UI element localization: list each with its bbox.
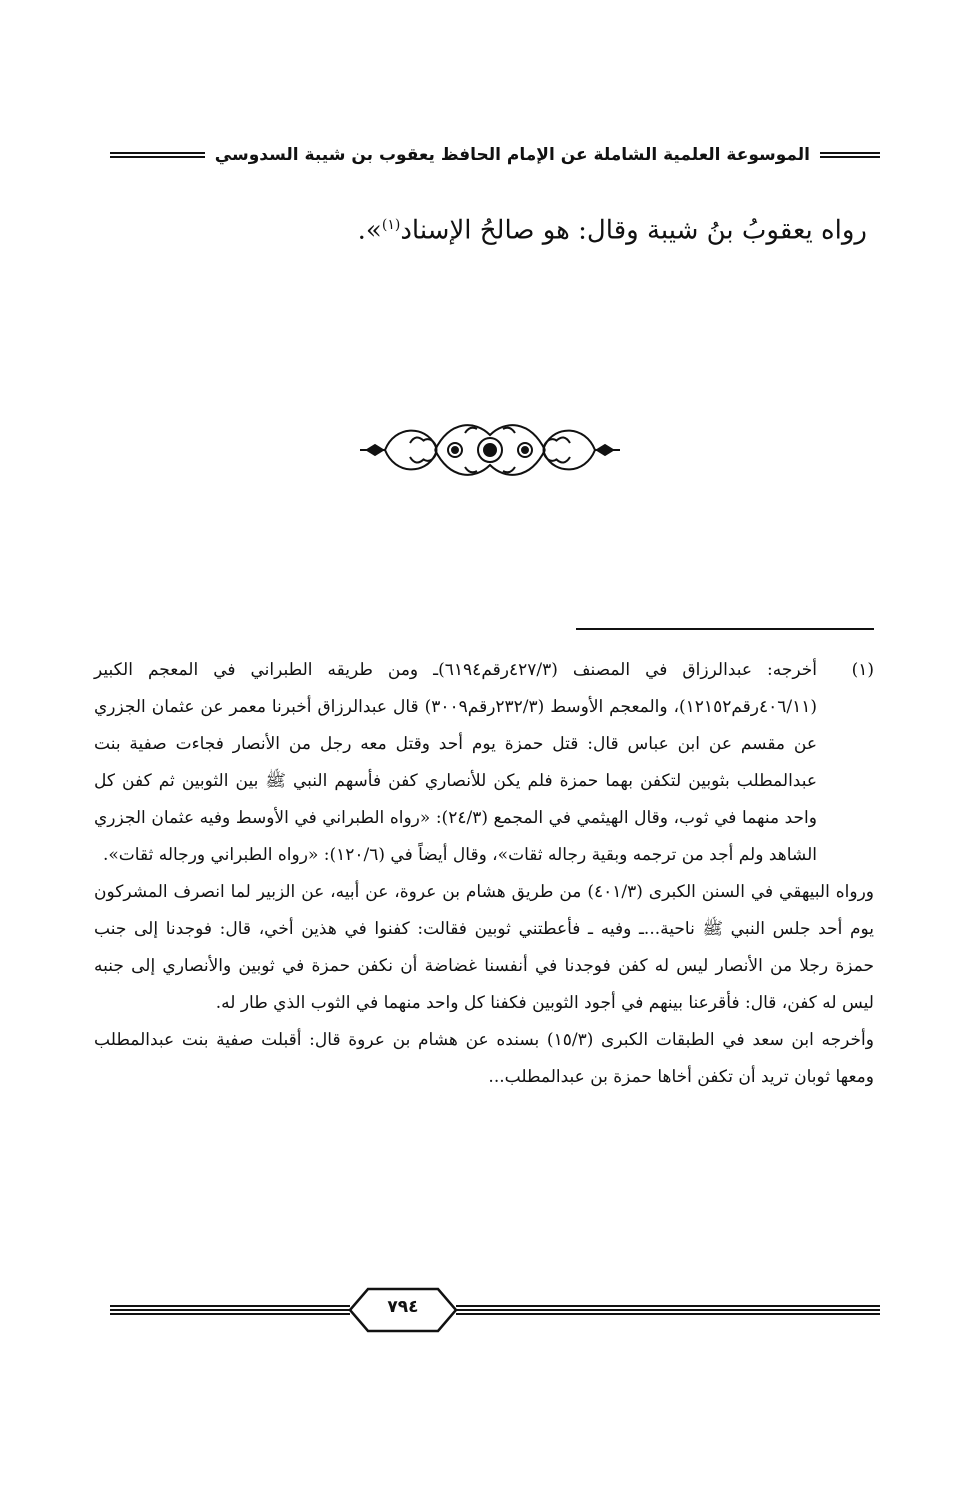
header-rule-left (110, 152, 205, 158)
footnotes (94, 652, 874, 1096)
body-text (358, 205, 867, 251)
footnote-paragraph: ورواه البيهقي في السنن الكبرى (٤٠١/٣) من طريق هشام بن عروة، عن أبيه، عن الزبير لما انصرف المشركون يوم أحد جلس النبي ﷺ ناحية...ـ وفيه ـ فأعطتني ثوبين فقالت: كفنوا في هذين أخي، قال: فوجدنا إلى جنب حمزة رجلا من الأنصار ليس له كفن فوجدنا في أنفسنا غضاضة أن نكفن حمزة في ثوبين والأنصاري إلى جنبه ليس له كفن، قال: فأقرعنا بينهم في أجود الثوبين فكفنا كل واحد منهما في الثوب الذي طار له. (94, 882, 874, 1013)
footnote-paragraph: وأخرجه ابن سعد في الطبقات الكبرى (١٥/٣) بسنده عن هشام بن عروة قال: أقبلت صفية بنت عبدالمطلب ومعها ثوبان تريد أن تكفن أخاها حمزة بن عبدالمطلب... (94, 1030, 874, 1087)
footnote-reference: (١) (381, 217, 401, 233)
footnote-body (94, 652, 874, 1096)
body-sentence: رواه يعقوبُ بنُ شيبة وقال: هو صالحُ الإسناد (400, 215, 867, 246)
running-header (110, 138, 880, 172)
footnote-marker: (١) (851, 660, 874, 680)
footnote-separator (576, 628, 874, 630)
footer-rule (110, 1285, 880, 1335)
header-rule-right (820, 152, 880, 158)
body-closing: ». (357, 215, 382, 246)
header-title: الموسوعة العلمية الشاملة عن الإمام الحافظ يعقوب بن شيبة السدوسي (214, 145, 810, 165)
page-footer (110, 1285, 880, 1335)
ornament-divider-icon (355, 415, 625, 485)
page-number: ٧٩٤ (387, 1297, 419, 1317)
footnote-paragraph: أخرجه: عبدالرزاق في المصنف (٤٢٧/٣رقم٦١٩٤)ـ ومن طريقه الطبراني في المعجم الكبير (٤٠٦/١١رقم١٢١٥٢)، والمعجم الأوسط (٢٣٢/٣رقم٣٠٠٩) قال عبدالرزاق أخبرنا معمر عن عثمان الجزري عن مقسم عن ابن عباس قال: قتل حمزة يوم أحد وقتل معه رجل من الأنصار فجاءت صفية بنت عبدالمطلب بثوبين لتكفن بهما حمزة فلم يكن للأنصاري كفن فأسهم النبي ﷺ بين الثوبين ثم كفن كل واحد منهما في ثوب، وقال الهيثمي في المجمع (٢٤/٣): «رواه الطبراني في الأوسط وفيه عثمان الجزري الشاهد ولم أجد من ترجمه وبقية رجاله ثقات»، وقال أيضاً في (١٢٠/٦): «رواه الطبراني ورجاله ثقات». (94, 660, 818, 865)
